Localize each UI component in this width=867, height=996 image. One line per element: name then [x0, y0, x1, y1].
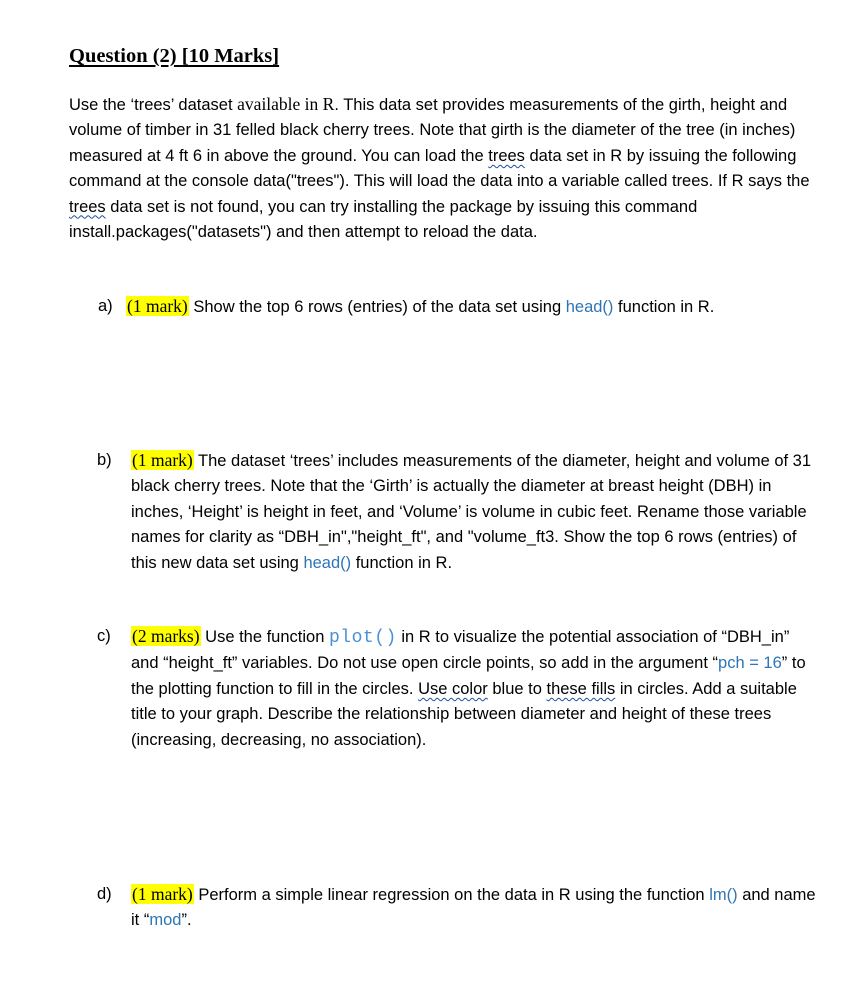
question-a-label: a)	[98, 297, 113, 315]
question-c: c) (2 marks) Use the function plot() in R to visualize the potential association of “DBH_in” and “height_ft” variables. Do not use open circle points, so add in the argument “pch = 16” to the plotting function to fill in the circles. Use color blue to these fills in circles. Add a suitable title to your graph. Describe the relationship between diameter and height of these trees (increasing, decreasing, no association).	[97, 626, 806, 749]
question-d: d) (1 mark) Perform a simple linear regression on the data in R using the function lm() and name it “mod”.	[97, 884, 816, 930]
function-lm: lm()	[709, 886, 738, 904]
function-head: head()	[565, 298, 614, 316]
function-plot: plot()	[328, 628, 397, 648]
grammar-flag-these-fills: these fills	[546, 679, 616, 698]
question-heading: Question (2) [10 Marks]	[69, 45, 280, 67]
question-c-label: c)	[97, 627, 111, 645]
question-d-label: d)	[97, 885, 112, 903]
marks-badge-c: (2 marks)	[132, 626, 200, 646]
marks-badge-d: (1 mark)	[132, 884, 193, 904]
model-name-mod: mod	[149, 911, 182, 930]
question-a: a) (1 mark) Show the top 6 rows (entries) of the data set using head() function in R.	[126, 294, 826, 320]
spellcheck-word-trees: trees	[488, 146, 525, 165]
spellcheck-word-trees-2: trees	[69, 197, 106, 216]
function-head: head()	[303, 553, 352, 572]
intro-paragraph: Use the ‘trees’ dataset available in R. This data set provides measurements of the girth, height and volume of timber in 31 felled black cherry trees. Note that girth is the diameter of the tree (in inches) measured at 4 ft 6 in above the ground. You can load the trees data set in R by issuing the following command at the console data("trees"). This will load the data into a variable called trees. If R says the trees data set is not found, you can try installing the package by issuing this command install.packages("datasets") and then attempt to reload the data.	[69, 94, 810, 242]
marks-badge-b: (1 mark)	[132, 450, 193, 470]
marks-badge-a: (1 mark)	[127, 296, 188, 316]
question-b-label: b)	[97, 451, 112, 469]
question-b: b) (1 mark) The dataset ‘trees’ includes measurements of the diameter, height and volume of 31 black cherry trees. Note that the ‘Girth’ is actually the diameter at breast height (DBH) in inches, ‘Height’ is height in feet, and ‘Volume’ is volume in cubic feet. Rename those variable names for clarity as “DBH_in","height_ft", and "volume_ft3. Show the top 6 rows (entries) of this new data set using head() function in R.	[97, 450, 812, 572]
intro-serif-text: available in R	[237, 94, 335, 114]
argument-pch: pch = 16	[718, 654, 782, 673]
grammar-flag-use-color: Use color	[418, 679, 488, 698]
